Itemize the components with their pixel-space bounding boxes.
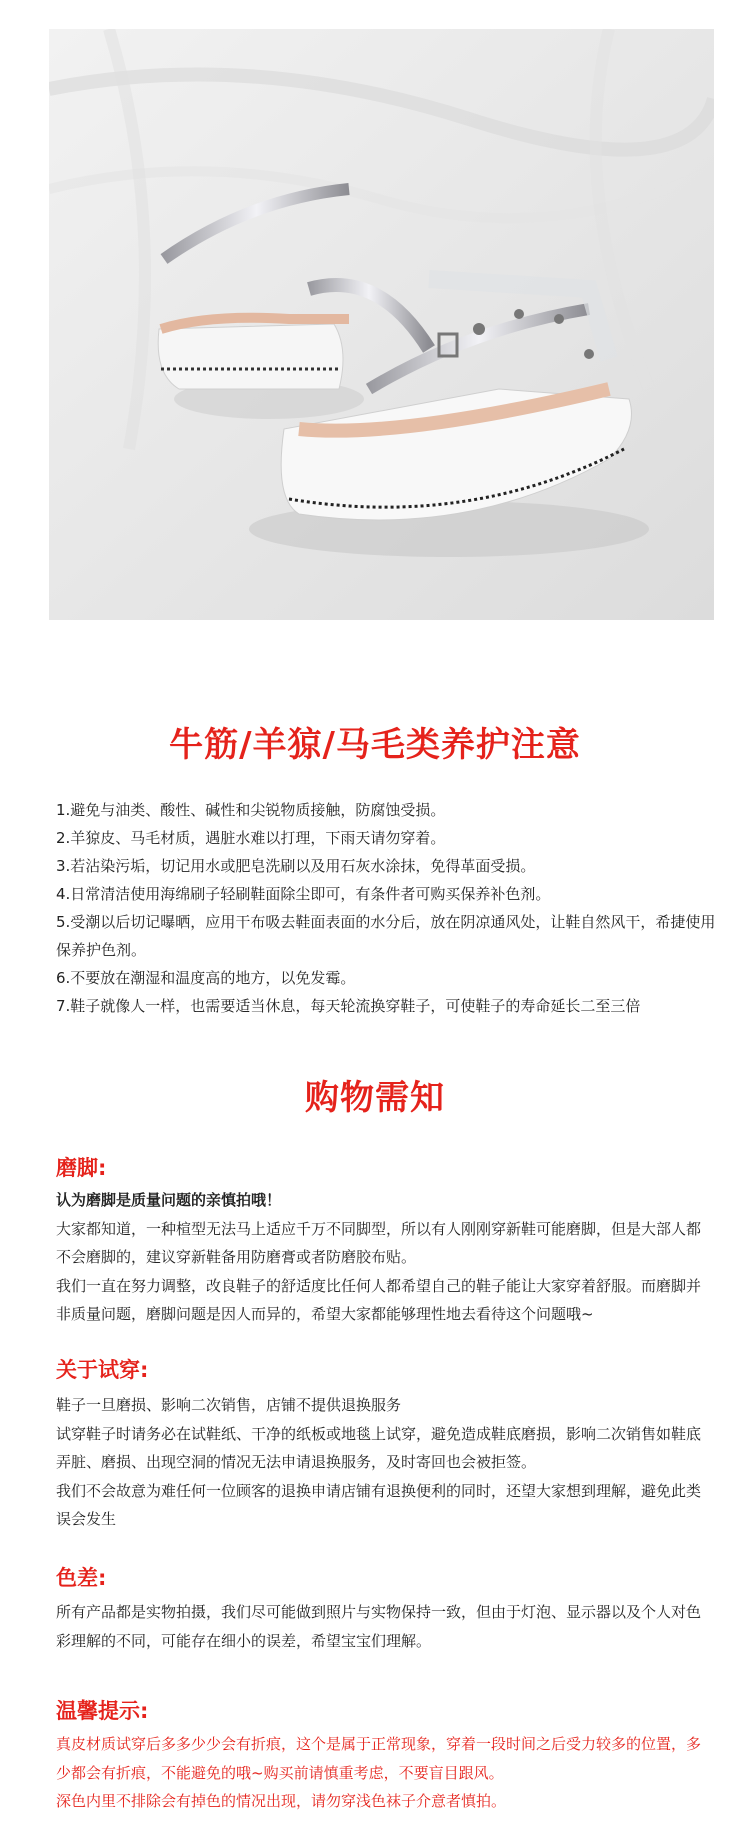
list-item: 2.羊猄皮、马毛材质，遇脏水难以打理，下雨天请勿穿着。 xyxy=(56,829,446,847)
try-on-heading: 关于试穿: xyxy=(56,1358,149,1382)
list-item: 4.日常清洁使用海绵刷子轻刷鞋面除尘即可，有条件者可购买保养补色剂。 xyxy=(56,885,551,903)
paragraph: 鞋子一旦磨损、影响二次销售，店铺不提供退换服务 xyxy=(56,1396,402,1414)
care-title: 牛筋/羊猄/马毛类养护注意 xyxy=(169,725,581,765)
paragraph: 我们不会故意为难任何一位顾客的退换申请店铺有退换便利的同时，还望大家想到理解，避免此类误会发生 xyxy=(56,1481,702,1528)
blisters-body xyxy=(56,1186,701,1329)
paragraph: 大家都知道，一种楦型无法马上适应千万不同脚型，所以有人刚刚穿新鞋可能磨脚，但是大部人都不会磨脚的，建议穿新鞋备用防磨膏或者防磨胶布贴。 xyxy=(56,1219,702,1266)
sandal-illustration xyxy=(49,29,714,620)
paragraph: 我们一直在努力调整，改良鞋子的舒适度比任何人都希望自己的鞋子能让大家穿着舒服。而磨脚并非质量问题，磨脚问题是因人而异的，希望大家都能够理性地去看待这个问题哦~ xyxy=(56,1276,702,1323)
list-item: 1.避免与油类、酸性、碱性和尖锐物质接触，防腐蚀受损。 xyxy=(56,801,446,819)
color-diff-heading: 色差: xyxy=(56,1566,107,1590)
product-photo xyxy=(49,29,714,620)
paragraph: 真皮材质试穿后多多少少会有折痕，这个是属于正常现象，穿着一段时间之后受力较多的位置，多少都会有折痕，不能避免的哦~购买前请慎重考虑，不要盲目跟风。 xyxy=(56,1735,702,1782)
tips-heading: 温馨提示: xyxy=(56,1699,149,1723)
list-item: 5.受潮以后切记曝晒，应用干布吸去鞋面表面的水分后，放在阴凉通风处，让鞋自然风干，希捷使用保养护色剂。 xyxy=(56,913,716,959)
color-diff-body xyxy=(56,1598,701,1655)
paragraph: 所有产品都是实物拍摄，我们尽可能做到照片与实物保持一致，但由于灯泡、显示器以及个人对色彩理解的不同，可能存在细小的误差，希望宝宝们理解。 xyxy=(56,1603,702,1650)
try-on-body xyxy=(56,1391,701,1534)
paragraph: 深色内里不排除会有掉色的情况出现，请勿穿浅色袜子介意者慎拍。 xyxy=(56,1792,507,1810)
blisters-lead: 认为磨脚是质量问题的亲慎拍哦！ xyxy=(56,1191,282,1209)
list-item: 7.鞋子就像人一样，也需要适当休息，每天轮流换穿鞋子，可使鞋子的寿命延长二至三倍 xyxy=(56,997,641,1015)
tips-body xyxy=(56,1730,701,1816)
paragraph: 试穿鞋子时请务必在试鞋纸、干净的纸板或地毯上试穿，避免造成鞋底磨损，影响二次销售如鞋底弄脏、磨损、出现空洞的情况无法申请退换服务，及时寄回也会被拒签。 xyxy=(56,1424,702,1471)
list-item: 3.若沾染污垢，切记用水或肥皂洗刷以及用石灰水涂抹，免得革面受损。 xyxy=(56,857,536,875)
blisters-heading: 磨脚: xyxy=(56,1156,107,1180)
list-item: 6.不要放在潮湿和温度高的地方，以免发霉。 xyxy=(56,969,356,987)
shopping-title: 购物需知 xyxy=(305,1078,445,1118)
care-list xyxy=(56,796,716,1020)
